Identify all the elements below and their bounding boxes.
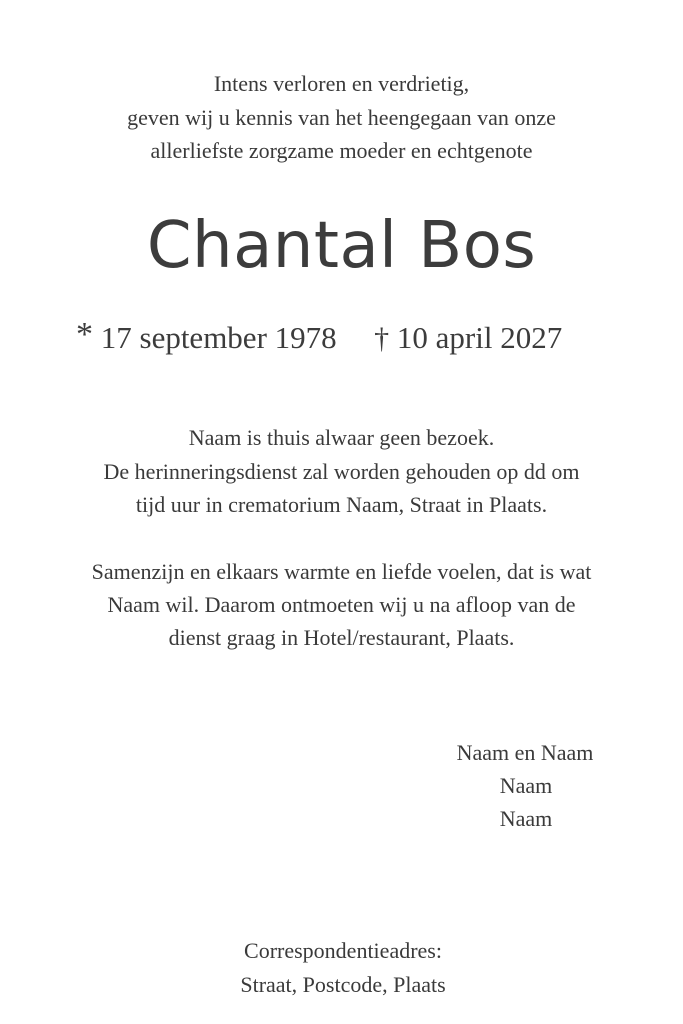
death-symbol: † — [374, 322, 390, 355]
death-date: 10 april 2027 — [396, 320, 563, 355]
paragraph2-line-3: dienst graag in Hotel/restaurant, Plaats. — [168, 625, 515, 650]
life-dates — [76, 314, 562, 360]
signature-line-3: Naam — [499, 806, 553, 831]
signature-line-1: Naam en Naam — [456, 740, 594, 765]
correspondence-address: Straat, Postcode, Plaats — [240, 972, 446, 997]
signature-line-2: Naam — [499, 773, 553, 798]
intro-line-3: allerliefste zorgzame moeder en echtgenote — [150, 138, 533, 163]
paragraph1-line-2: De herinneringsdienst zal worden gehouden op dd om — [103, 459, 580, 484]
paragraph1-line-1: Naam is thuis alwaar geen bezoek. — [188, 425, 495, 450]
intro-line-2: geven wij u kennis van het heengegaan van onze — [127, 105, 556, 130]
paragraph2-line-2: Naam wil. Daarom ontmoeten wij u na afloop van de — [107, 592, 576, 617]
birth-date: 17 september 1978 — [100, 320, 337, 355]
paragraph2-line-1: Samenzijn en elkaars warmte en liefde voelen, dat is wat — [91, 559, 592, 584]
intro-line-1: Intens verloren en verdrietig, — [213, 71, 470, 96]
paragraph1-line-3: tijd uur in crematorium Naam, Straat in Plaats. — [135, 492, 548, 517]
correspondence-label: Correspondentieadres: — [244, 938, 442, 963]
deceased-name: Chantal Bos — [146, 209, 537, 283]
birth-symbol: * — [76, 316, 93, 353]
